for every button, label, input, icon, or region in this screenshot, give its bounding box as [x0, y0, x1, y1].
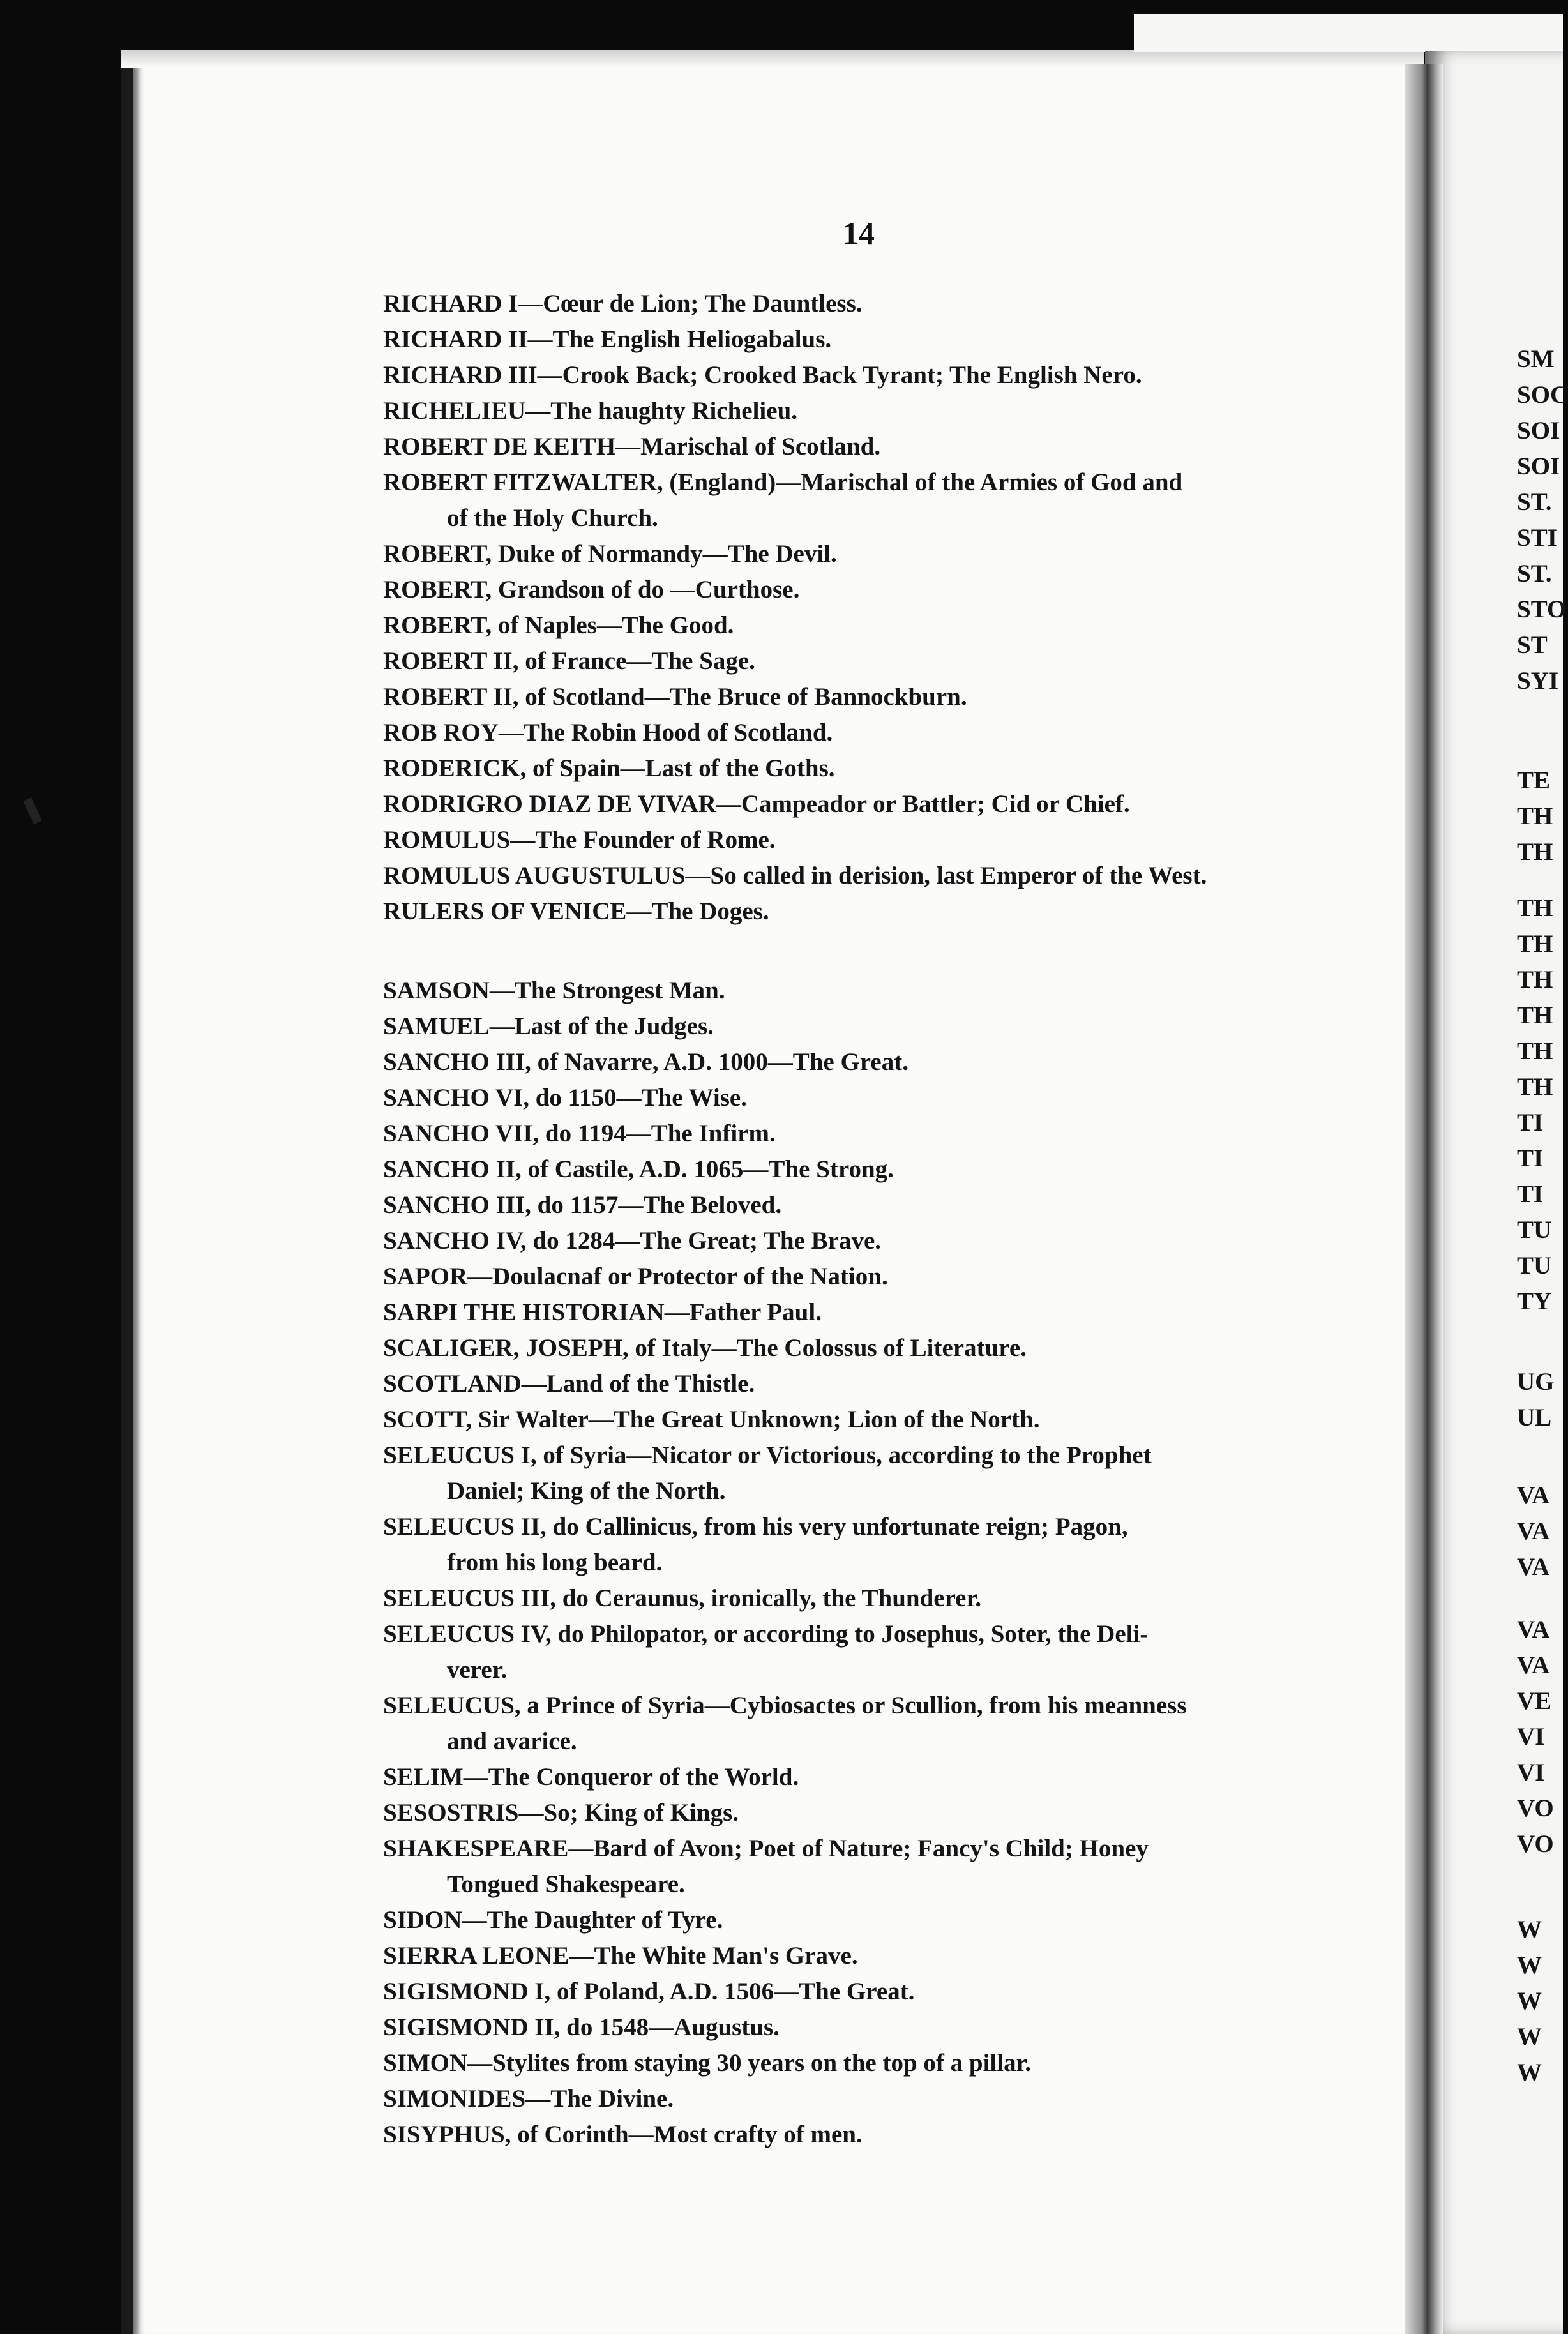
entry-text: SIGISMOND II, do 1548—Augustus.: [383, 2014, 780, 2041]
entry: [383, 858, 1360, 894]
entries-r: [383, 286, 1360, 930]
entry: [383, 1295, 1360, 1330]
entry-text: SIGISMOND I, of Poland, A.D. 1506—The Great.: [383, 1978, 915, 2005]
entry: [383, 286, 1360, 322]
facing-page-fragment: TH: [1517, 838, 1553, 866]
entries-s: [383, 973, 1360, 2153]
entry: [383, 1402, 1360, 1438]
entry-text: SANCHO III, do 1157—The Beloved.: [383, 1191, 782, 1219]
entry-text: SELEUCUS III, do Ceraunus, ironically, the Thunderer.: [383, 1585, 981, 1612]
entry: [383, 1831, 1360, 1902]
entry: [383, 393, 1360, 429]
facing-page-fragment: ST: [1517, 631, 1548, 659]
scan-speck: [23, 797, 42, 824]
entry-text: RODRIGRO DIAZ DE VIVAR—Campeador or Battler; Cid or Chief.: [383, 790, 1130, 818]
entry: [383, 1902, 1360, 1938]
page-top-edge: [121, 50, 1424, 68]
entry: [383, 822, 1360, 858]
facing-page-fragment: SM: [1517, 345, 1555, 373]
entry: [383, 1187, 1360, 1223]
entry-text: SELEUCUS IV, do Philopator, or according to Josephus, Soter, the Deli-: [383, 1620, 1149, 1648]
entry: [383, 1688, 1360, 1759]
entry: [383, 322, 1360, 358]
facing-page-fragment: UL: [1517, 1404, 1552, 1431]
entry: [383, 1938, 1360, 1974]
entry-text: SHAKESPEARE—Bard of Avon; Poet of Nature; Fancy's Child; Honey: [383, 1835, 1149, 1862]
facing-page-fragment: TY: [1517, 1288, 1552, 1315]
entry-text: SAMSON—The Strongest Man.: [383, 977, 725, 1004]
facing-page-fragment: TH: [1517, 1002, 1553, 1029]
entry-text: ROBERT FITZWALTER, (England)—Marischal of the Armies of God and: [383, 469, 1183, 496]
entry-text: SIERRA LEONE—The White Man's Grave.: [383, 1942, 858, 1969]
facing-page-fragment: W: [1517, 1916, 1542, 1943]
facing-page-fragment: TI: [1517, 1145, 1544, 1172]
entry: [383, 429, 1360, 465]
entry-text: SANCHO III, of Navarre, A.D. 1000—The Great.: [383, 1048, 908, 1076]
entry-text: SAPOR—Doulacnaf or Protector of the Nation.: [383, 1263, 888, 1290]
facing-page-fragment: VA: [1517, 1553, 1550, 1581]
entry-text: SIMON—Stylites from staying 30 years on the top of a pillar.: [383, 2049, 1032, 2077]
entry-text: RICHELIEU—The haughty Richelieu.: [383, 397, 798, 425]
entry-text: SAMUEL—Last of the Judges.: [383, 1013, 714, 1040]
facing-page-fragment: TH: [1517, 894, 1553, 922]
entry-text: ROBERT II, of Scotland—The Bruce of Bannockburn.: [383, 683, 967, 711]
entry-text: ROBERT, Grandson of do —Curthose.: [383, 576, 800, 603]
entry-continuation: from his long beard.: [447, 1549, 663, 1576]
entry: [383, 1438, 1360, 1509]
entry-text: RICHARD III—Crook Back; Crooked Back Tyrant; The English Nero.: [383, 361, 1142, 389]
page-number: 14: [843, 215, 875, 251]
entry: [383, 1223, 1360, 1259]
entry: [383, 1044, 1360, 1080]
facing-page-fragment: SOC: [1517, 381, 1568, 409]
entry: [383, 679, 1360, 715]
facing-page-fragment: W: [1517, 1952, 1542, 1979]
entry: [383, 644, 1360, 679]
entry-text: ROBERT DE KEITH—Marischal of Scotland.: [383, 433, 881, 460]
facing-page-fragment: W: [1517, 2023, 1542, 2051]
facing-page-fragment: TH: [1517, 802, 1553, 830]
entry-text: SISYPHUS, of Corinth—Most crafty of men.: [383, 2121, 863, 2148]
entry-text: SANCHO VI, do 1150—The Wise.: [383, 1084, 747, 1111]
entry: [383, 1116, 1360, 1152]
entry: [383, 1009, 1360, 1044]
facing-page-fragment: W: [1517, 1987, 1542, 2015]
entry-text: ROMULUS AUGUSTULUS—So called in derision, last Emperor of the West.: [383, 862, 1207, 889]
entry-text: SCALIGER, JOSEPH, of Italy—The Colossus of Literature.: [383, 1334, 1027, 1362]
facing-page-fragment: TU: [1517, 1252, 1552, 1279]
entry: [383, 465, 1360, 536]
facing-page-fragment: VA: [1517, 1616, 1550, 1643]
facing-page-fragment: TH: [1517, 966, 1553, 993]
entry: [383, 1080, 1360, 1116]
entry: [383, 1152, 1360, 1187]
facing-page-fragment: VE: [1517, 1687, 1552, 1715]
facing-page-fragment: ST.: [1517, 488, 1552, 516]
entry-text: SCOTLAND—Land of the Thistle.: [383, 1370, 755, 1397]
entry-text: SCOTT, Sir Walter—The Great Unknown; Lion of the North.: [383, 1406, 1040, 1433]
entry: [383, 973, 1360, 1009]
entry: [383, 1509, 1360, 1581]
entry-continuation: of the Holy Church.: [447, 504, 658, 532]
facing-page-fragment: TH: [1517, 930, 1553, 958]
entry-text: SELEUCUS II, do Callinicus, from his very unfortunate reign; Pagon,: [383, 1513, 1128, 1540]
entry-text: RICHARD I—Cœur de Lion; The Dauntless.: [383, 290, 863, 317]
entry-continuation: and avarice.: [447, 1728, 577, 1755]
entry-text: SELIM—The Conqueror of the World.: [383, 1763, 799, 1791]
entry: [383, 1795, 1360, 1831]
entry: [383, 608, 1360, 644]
facing-page-fragment: VA: [1517, 1652, 1550, 1679]
facing-page-fragment: TH: [1517, 1073, 1553, 1101]
facing-page-fragment: SOI: [1517, 417, 1560, 444]
entry-continuation: Daniel; King of the North.: [447, 1477, 726, 1505]
entry-continuation: verer.: [447, 1656, 508, 1683]
entry: [383, 715, 1360, 751]
entry-continuation: Tongued Shakespeare.: [447, 1871, 685, 1898]
section-spacer: [383, 930, 1360, 973]
book-gutter: [1405, 64, 1443, 2334]
facing-page-text: [1517, 345, 1568, 2107]
entry: [383, 751, 1360, 787]
entry-text: SANCHO IV, do 1284—The Great; The Brave.: [383, 1227, 882, 1254]
entry-text: SELEUCUS, a Prince of Syria—Cybiosactes or Scullion, from his meanness: [383, 1692, 1187, 1719]
facing-page-fragment: VO: [1517, 1830, 1554, 1858]
entry: [383, 2081, 1360, 2117]
entry-text: ROB ROY—The Robin Hood of Scotland.: [383, 719, 833, 746]
entry-text: ROBERT II, of France—The Sage.: [383, 647, 755, 675]
entry: [383, 1616, 1360, 1688]
facing-page-fragment: UG: [1517, 1368, 1555, 1396]
entry: [383, 2045, 1360, 2081]
entry-text: ROBERT, Duke of Normandy—The Devil.: [383, 540, 837, 568]
facing-page-fragment: STI: [1517, 524, 1557, 552]
facing-page-top: [1134, 14, 1563, 52]
entry-text: SIMONIDES—The Divine.: [383, 2085, 674, 2112]
entry: [383, 894, 1360, 930]
facing-page-fragment: W: [1517, 2059, 1542, 2086]
facing-page-fragment: TH: [1517, 1037, 1553, 1065]
facing-page-fragment: TI: [1517, 1180, 1544, 1208]
entry: [383, 787, 1360, 822]
entry: [383, 1259, 1360, 1295]
entry-text: ROMULUS—The Founder of Rome.: [383, 826, 776, 854]
facing-page-fragment: VA: [1517, 1482, 1550, 1509]
entry: [383, 572, 1360, 608]
entry-text: ROBERT, of Naples—The Good.: [383, 612, 734, 639]
entry: [383, 1581, 1360, 1616]
entry: [383, 1330, 1360, 1366]
entry: [383, 2010, 1360, 2045]
facing-page-fragment: VI: [1517, 1759, 1545, 1786]
entry: [383, 1759, 1360, 1795]
entry-text: SARPI THE HISTORIAN—Father Paul.: [383, 1299, 822, 1326]
entry: [383, 1974, 1360, 2010]
facing-page-fragment: SOI: [1517, 453, 1560, 480]
entry: [383, 2117, 1360, 2153]
facing-page-fragment: ST.: [1517, 560, 1552, 587]
entry-list: [383, 286, 1360, 2153]
entry-text: RICHARD II—The English Heliogabalus.: [383, 326, 832, 353]
entry: [383, 1366, 1360, 1402]
facing-page-fragment: VO: [1517, 1795, 1554, 1822]
entry-text: SESOSTRIS—So; King of Kings.: [383, 1799, 739, 1826]
facing-page-fragment: TE: [1517, 767, 1551, 794]
entry-text: SANCHO VII, do 1194—The Infirm.: [383, 1120, 776, 1147]
entry-text: SANCHO II, of Castile, A.D. 1065—The Strong.: [383, 1156, 894, 1183]
entry-text: SIDON—The Daughter of Tyre.: [383, 1906, 723, 1934]
facing-page-fragment: SYI: [1517, 667, 1559, 695]
facing-page-fragment: VI: [1517, 1723, 1545, 1750]
entry: [383, 358, 1360, 393]
facing-page-fragment: TI: [1517, 1109, 1544, 1136]
facing-page-fragment: VA: [1517, 1517, 1550, 1545]
entry-text: RULERS OF VENICE—The Doges.: [383, 898, 769, 925]
entry-text: SELEUCUS I, of Syria—Nicator or Victorious, according to the Prophet: [383, 1442, 1152, 1469]
entry: [383, 536, 1360, 572]
facing-page-fragment: STO: [1517, 596, 1567, 623]
facing-page-fragment: TU: [1517, 1216, 1552, 1244]
entry-text: RODERICK, of Spain—Last of the Goths.: [383, 755, 835, 782]
